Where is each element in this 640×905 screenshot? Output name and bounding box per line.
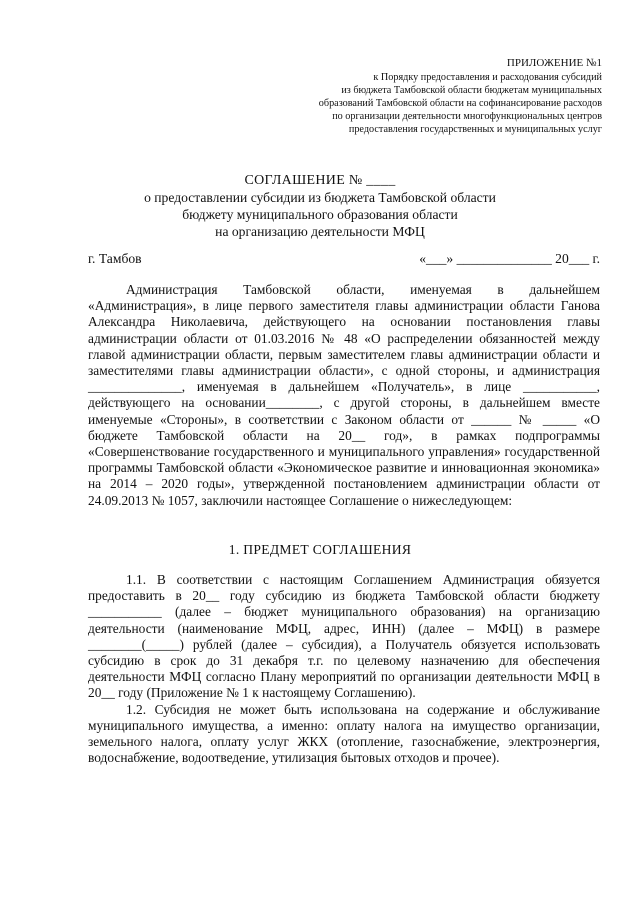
preamble-paragraph: Администрация Тамбовской области, именуемая в дальнейшем «Администрация», в лице первого заместителя главы администрации области Ганова Александра Николаевича, действующего на основании постановления главы администрации области от 01.03.2016 № 48 «О распределении обязанностей между главой администрации области, первым заместителем главы администрации области и заместителями главы администрации области», с одной стороны, и администрация ______________, именуемая в дальнейшем «Получатель», в лице ___________, действующего на основании________, с другой стороны, в дальнейшем вместе именуемые «Стороны», в соответствии с Законом области от ______ № _____ «О бюджете Тамбовской области на 20__ год», в рамках подпрограммы «Совершенствование государственного и муниципального управления» государственной программы Тамбовской области «Экономическое развитие и инновационная экономика» на 2014 – 2020 годы», утвержденной постановлением администрации области от 24.09.2013 № 1057, заключили настоящее Соглашение о нижеследующем:: [88, 282, 600, 508]
clause-paragraph: 1.2. Субсидия не может быть использована на содержание и обслуживание муниципального имущества, а именно: оплату налога на имущество организации, земельного налога, оплату услуг ЖКХ (отопление, газоснабжение, электроэнергия, водоснабжение, водоотведение, утилизация бытовых отходов и прочее).: [88, 701, 600, 766]
agreement-title-main: СОГЛАШЕНИЕ № ____: [244, 173, 396, 188]
appendix-line: к Порядку предоставления и расходования субсидий: [373, 72, 602, 83]
appendix-line: образований Тамбовской области на софинансирование расходов: [318, 98, 602, 109]
clause-paragraph: 1.1. В соответствии с настоящим Соглашением Администрация обязуется предоставить в 20__ году субсидию из бюджета Тамбовской области бюджету ___________ (далее – бюджет муниципального образования) на организацию деятельности (наименование МФЦ, адрес, ИНН) (далее – МФЦ) в размере ________(_____) рублей (далее – субсидия), а Получатель обязуется использовать субсидию в срок до 31 декабря т.г. по целевому назначению для обеспечения деятельности МФЦ согласно Плану мероприятий по организации деятельности МФЦ в 20__ году (Приложение № 1 к настоящему Соглашению).: [88, 572, 600, 701]
agreement-subtitle-line: о предоставлении субсидии из бюджета Тамбовской области: [144, 190, 496, 205]
place-date-line: [88, 250, 600, 267]
appendix-line: из бюджета Тамбовской области бюджетам муниципальных: [341, 85, 602, 96]
agreement-title: [0, 172, 640, 240]
city-name: г. Тамбов: [88, 251, 142, 266]
appendix-header: [319, 57, 602, 136]
section-heading: 1. ПРЕДМЕТ СОГЛАШЕНИЯ: [228, 542, 412, 557]
date-field: «___» ______________ 20___ г.: [419, 251, 600, 266]
appendix-heading: ПРИЛОЖЕНИЕ №1: [506, 57, 602, 69]
appendix-line: по организации деятельности многофункциональных центров: [332, 111, 602, 122]
agreement-subtitle-line: бюджету муниципального образования области: [182, 207, 458, 222]
section-body: [88, 572, 600, 766]
appendix-line: предоставления государственных и муниципальных услуг: [348, 124, 602, 135]
preamble: [88, 282, 600, 509]
agreement-subtitle-line: на организацию деятельности МФЦ: [215, 224, 425, 239]
